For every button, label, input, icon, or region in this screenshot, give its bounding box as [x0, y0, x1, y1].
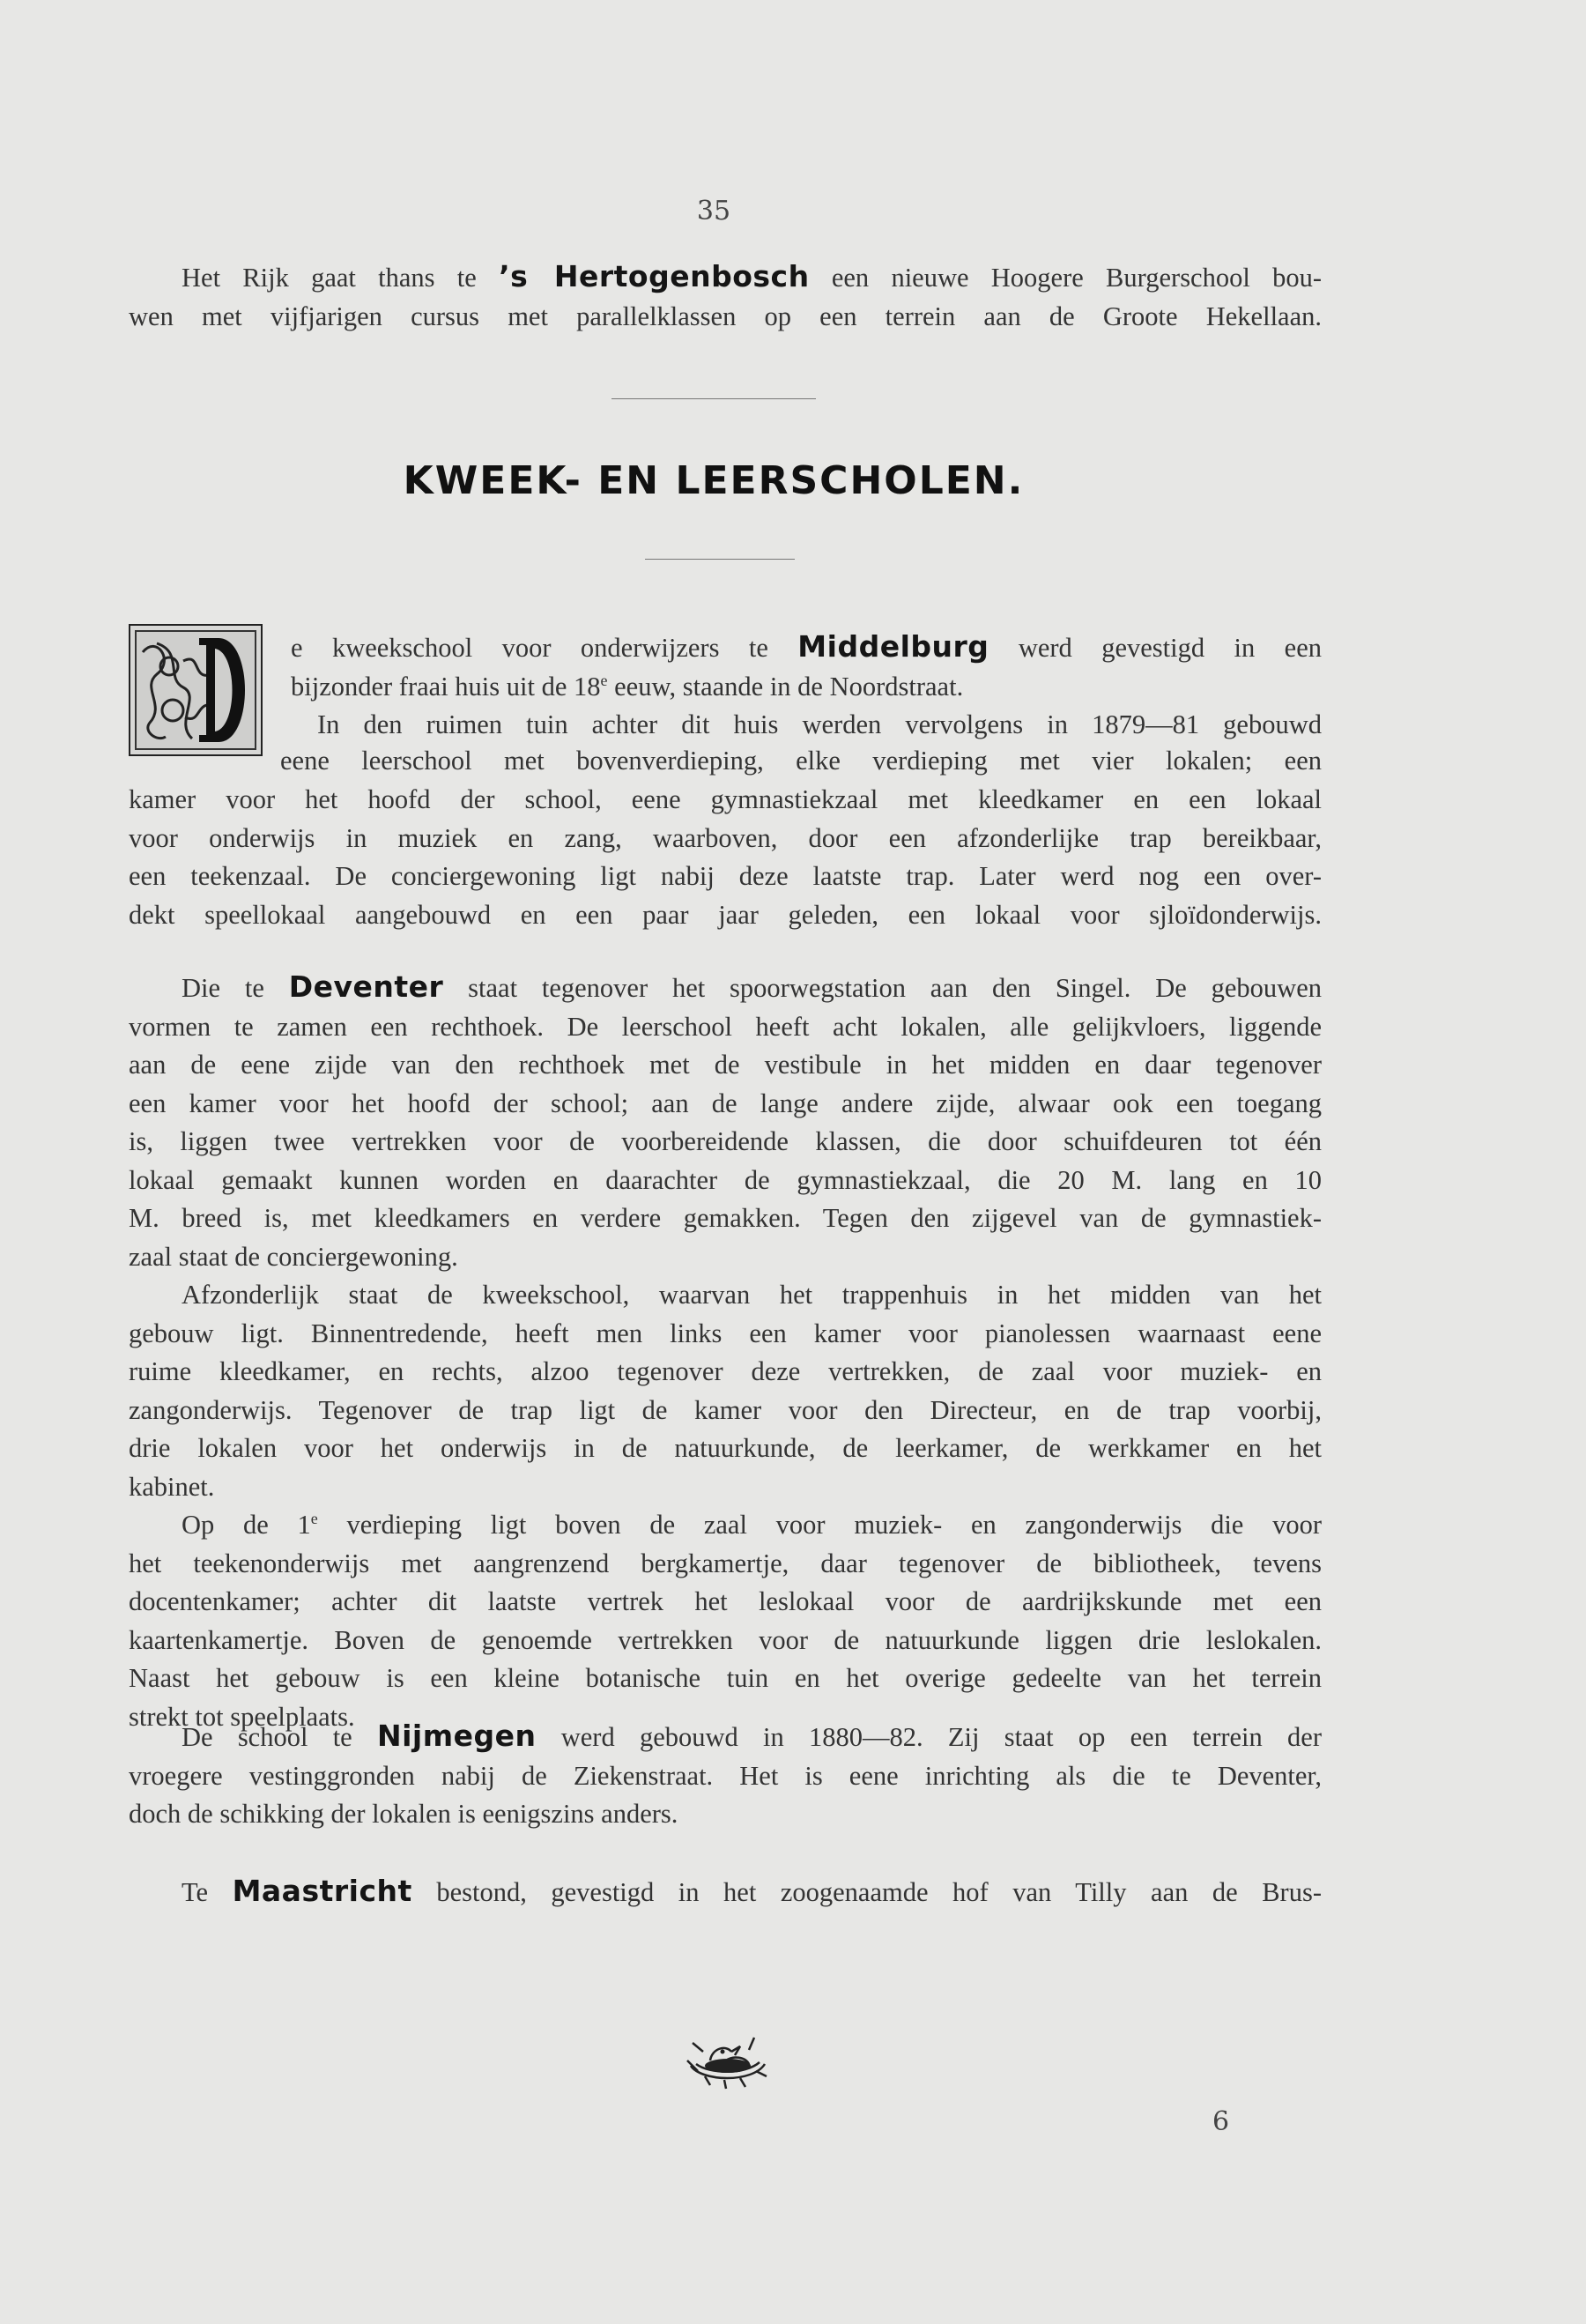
divider-top [611, 398, 816, 399]
text-line: doch de schikking der lokalen is eenigszins anders. [129, 1799, 678, 1829]
text-line: Afzonderlijk staat de kweekschool, waarvan het trappenhuis in het midden van het [182, 1280, 1322, 1310]
text-run: verdieping ligt boven de zaal voor muziek- en zangonderwijs die voor [317, 1510, 1322, 1540]
text-run: eeuw, staande in de Noordstraat. [607, 671, 964, 702]
text-line: kabinet. [129, 1471, 215, 1502]
text-line: zangonderwijs. Tegenover de trap ligt de kamer voor den Directeur, en de trap voorbij, [129, 1394, 1322, 1425]
text-run: De school te [182, 1722, 377, 1752]
city-name-hertogenbosch: ’s Hertogenbosch [499, 259, 810, 293]
text-line: docentenkamer; achter dit laatste vertrek het leslokaal voor de aardrijkskunde met een [129, 1586, 1322, 1616]
text-line: M. breed is, met kleedkamers en verdere gemakken. Tegen den zijgevel van de gymnastiek- [129, 1203, 1322, 1233]
text-run: Het Rijk gaat thans te [182, 263, 500, 293]
text-line [291, 627, 1322, 668]
text-line: vormen te zamen een rechthoek. De leerschool heeft acht lokalen, alle gelijkvloers, liggende [129, 1011, 1322, 1042]
text-line: ruime kleedkamer, en rechts, alzoo tegenover deze vertrekken, de zaal voor muziek- en [129, 1356, 1322, 1386]
middelburg-paragraph-wrap [280, 742, 1322, 781]
text-line: kaartenkamertje. Boven de genoemde vertrekken voor de natuurkunde liggen drie leslokalen. [129, 1624, 1322, 1655]
text-run: Op de 1 [182, 1510, 311, 1540]
text-run: Die te [182, 973, 289, 1003]
text-line: gebouw ligt. Binnentredende, heeft men links een kamer voor pianolessen waarnaast eene [129, 1318, 1322, 1348]
text-run: werd gebouwd in 1880—82. Zij staat op een terrein der [536, 1722, 1322, 1752]
city-name-nijmegen: Nijmegen [376, 1719, 537, 1753]
text-run: staat tegenover het spoorwegstation aan den Singel. De gebouwen [443, 973, 1322, 1003]
text-line [129, 257, 1322, 298]
text-line: vroegere vestinggronden nabij de Ziekenstraat. Het is eene inrichting als die te Deventer, [129, 1760, 1322, 1791]
text-line: drie lokalen voor het onderwijs in de natuurkunde, de leerkamer, de werkkamer en het [129, 1433, 1322, 1463]
text-line [291, 668, 1322, 707]
text-line: In den ruimen tuin achter dit huis werden vervolgens in 1879—81 gebouwd [317, 709, 1322, 739]
intro-paragraph [129, 257, 1322, 336]
text-line [129, 1506, 1322, 1545]
decorated-initial-d-icon [129, 624, 263, 756]
text-line: het teekenonderwijs met aangrenzend bergkamertje, daar tegenover de bibliotheek, tevens [129, 1548, 1322, 1578]
section-heading: KWEEK- EN LEERSCHOLEN. [403, 458, 1025, 503]
text-line: Naast het gebouw is een kleine botanische tuin en het overige gedeelte van het terrein [129, 1663, 1322, 1693]
text-line [129, 968, 1322, 1008]
text-line: voor onderwijs in muziek en zang, waarboven, door een afzonderlijke trap bereikbaar, [129, 822, 1322, 853]
text-line: zaal staat de conciergewoning. [129, 1241, 458, 1272]
city-name-deventer: Deventer [288, 969, 444, 1004]
superscript: e [600, 671, 608, 689]
deventer-paragraph [129, 968, 1322, 1736]
text-line: is, liggen twee vertrekken voor de voorbereidende klassen, die door schuifdeuren tot één [129, 1126, 1322, 1156]
text-line: dekt speellokaal aangebouwd en een paar jaar geleden, een lokaal voor sjloïdonderwijs. [129, 899, 1322, 930]
text-run: bestond, gevestigd in het zoogenaamde hof van Tilly aan de Brus- [411, 1877, 1322, 1907]
page-number: 35 [696, 196, 731, 226]
text-run: bijzonder fraai huis uit de 18 [291, 671, 601, 702]
text-run: Te [182, 1877, 233, 1907]
superscript: e [310, 1509, 318, 1527]
text-line: kamer voor het hoofd der school, eene gymnastiekzaal met kleedkamer en een lokaal [129, 784, 1322, 814]
text-line: aan de eene zijde van den rechthoek met de vestibule in het midden en daar tegenover [129, 1050, 1322, 1080]
text-run: werd gevestigd in een [989, 633, 1322, 663]
text-line [129, 1872, 1322, 1912]
maastricht-paragraph [129, 1872, 1322, 1912]
middelburg-paragraph-head [291, 627, 1322, 745]
text-run: e kweekschool voor onderwijzers te [291, 633, 798, 663]
nijmegen-paragraph [129, 1717, 1322, 1834]
text-line: wen met vijfjarigen cursus met parallelklassen op een terrein aan de Groote Hekellaan. [129, 301, 1322, 331]
divider-bottom [645, 559, 795, 560]
text-run: een nieuwe Hoogere Burgerschool bou- [809, 263, 1322, 293]
text-line: strekt tot speelplaats. [129, 1701, 355, 1732]
text-line: eene leerschool met bovenverdieping, elke verdieping met vier lokalen; een [280, 746, 1322, 776]
text-line [129, 1717, 1322, 1757]
bird-nest-ornament-icon [684, 2025, 772, 2094]
text-line: een teekenzaal. De conciergewoning ligt nabij deze laatste trap. Later werd nog een over- [129, 861, 1322, 891]
signature-mark: 6 [1212, 2106, 1230, 2137]
city-name-maastricht: Maastricht [232, 1874, 412, 1908]
middelburg-paragraph-body [129, 781, 1322, 934]
text-line: lokaal gemaakt kunnen worden en daarachter de gymnastiekzaal, die 20 M. lang en 10 [129, 1164, 1322, 1195]
text-line: een kamer voor het hoofd der school; aan de lange andere zijde, alwaar ook een toegang [129, 1088, 1322, 1118]
city-name-middelburg: Middelburg [797, 629, 989, 664]
